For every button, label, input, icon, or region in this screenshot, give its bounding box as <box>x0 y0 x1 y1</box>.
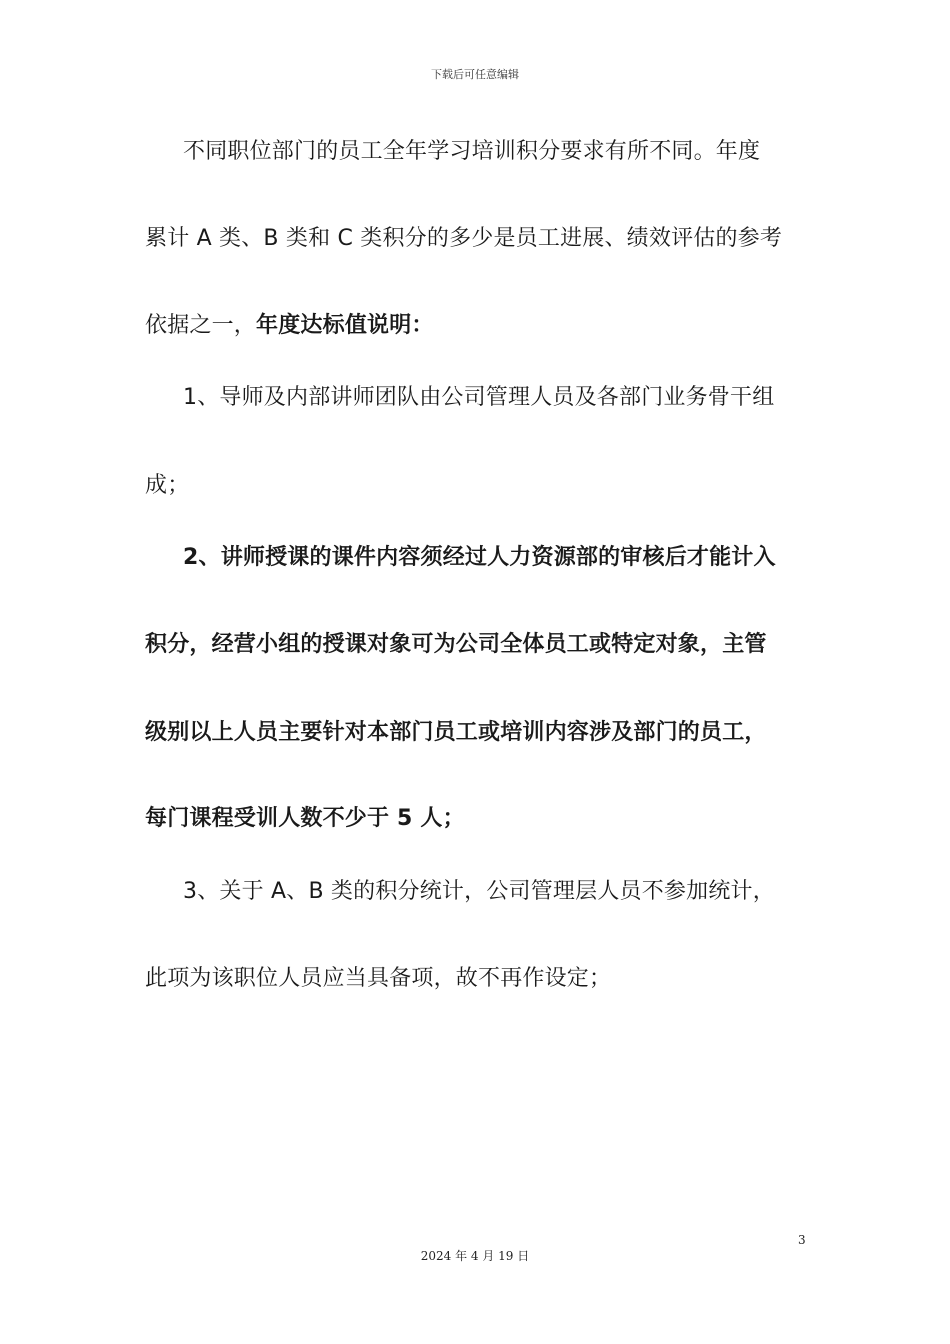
paragraph-1-line-3 <box>145 311 434 341</box>
paragraph-1-text: 依据之一， <box>145 313 257 338</box>
item-1-line-2: 成； <box>145 473 190 498</box>
footer-date: 2024 年 4 月 19 日 <box>420 1249 530 1263</box>
paragraph-1-line-1: 不同职位部门的员工全年学习培训积分要求有所不同。年度 <box>183 139 761 164</box>
item-3-line-2: 此项为该职位人员应当具备项，故不再作设定； <box>145 966 612 991</box>
item-2-line-4: 每门课程受训人数不少于 5 人； <box>145 806 465 831</box>
standard-explanation-heading: 年度达标值说明： <box>256 313 434 338</box>
item-2-line-2: 积分，经营小组的授课对象可为公司全体员工或特定对象，主管 <box>145 632 767 657</box>
page-number: 3 <box>798 1233 806 1247</box>
item-3-line-1: 3、关于 A、B 类的积分统计，公司管理层人员不参加统计， <box>183 879 775 904</box>
item-1-line-1: 1、导师及内部讲师团队由公司管理人员及各部门业务骨干组 <box>183 385 775 410</box>
page-header: 下载后可任意编辑 <box>431 68 519 81</box>
item-2-line-3: 级别以上人员主要针对本部门员工或培训内容涉及部门的员工， <box>145 720 767 745</box>
paragraph-1-line-2: 累计 A 类、B 类和 C 类积分的多少是员工进展、绩效评估的参考 <box>145 226 783 251</box>
item-2-line-1: 2、讲师授课的课件内容须经过人力资源部的审核后才能计入 <box>183 545 776 570</box>
